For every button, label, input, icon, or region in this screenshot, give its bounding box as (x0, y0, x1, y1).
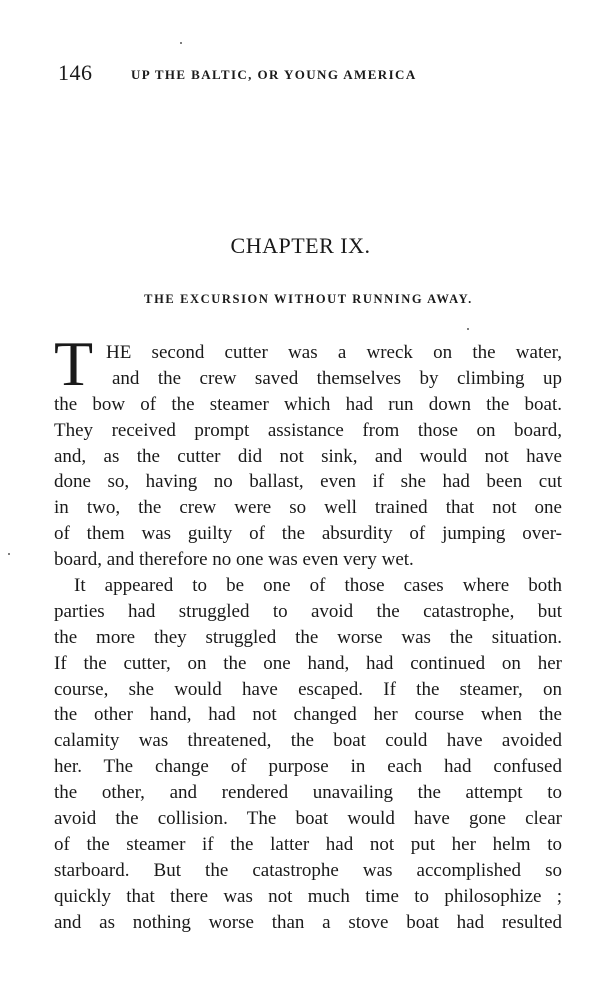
print-speck (180, 42, 182, 44)
text-line: calamity was threatened, the boat could have avoided (54, 730, 562, 752)
text-line: starboard. But the catastrophe was accomplished so (54, 859, 562, 881)
text-line: course, she would have escaped. If the steamer, on (54, 678, 562, 700)
drop-cap: T (54, 328, 94, 399)
text-line: and as nothing worse than a stove boat had resulted (54, 911, 562, 933)
running-title: UP THE BALTIC, OR YOUNG AMERICA (131, 67, 417, 82)
text-line: in two, the crew were so well trained that not one (54, 497, 562, 519)
text-line: the more they struggled the worse was the situation. (54, 626, 562, 648)
text-line: HE second cutter was a wreck on the water, (106, 342, 562, 363)
text-line: board, and therefore no one was even very wet. (54, 549, 414, 571)
print-speck (467, 328, 469, 330)
chapter-subtitle: THE EXCURSION WITHOUT RUNNING AWAY. (144, 292, 473, 306)
text-line: and the crew saved themselves by climbing up (112, 367, 562, 389)
text-line: quickly that there was not much time to philosophize ; (54, 885, 562, 907)
text-line: of them was guilty of the absurdity of jumping over- (54, 523, 562, 545)
print-speck (8, 553, 10, 555)
text-line: If the cutter, on the one hand, had continued on her (54, 652, 562, 674)
running-head (58, 60, 528, 90)
text-line: done so, having no ballast, even if she had been cut (54, 471, 562, 493)
page-number: 146 (58, 60, 93, 85)
text-line: the other, and rendered unavailing the attempt to (54, 782, 562, 804)
text-line: They received prompt assistance from those on board, (54, 419, 562, 441)
body-text (54, 328, 562, 935)
text-line: parties had struggled to avoid the catastrophe, but (54, 600, 562, 622)
text-line: her. The change of purpose in each had confused (54, 756, 562, 778)
text-line: of the steamer if the latter had not put her helm to (54, 833, 562, 855)
text-line: the other hand, had not changed her course when the (54, 704, 562, 726)
text-line: and, as the cutter did not sink, and would not have (54, 445, 562, 467)
text-line: It appeared to be one of those cases where both (74, 575, 562, 597)
text-line: the bow of the steamer which had run down the boat. (54, 393, 562, 415)
text-line: avoid the collision. The boat would have gone clear (54, 808, 562, 830)
chapter-title: CHAPTER IX. (230, 233, 371, 258)
